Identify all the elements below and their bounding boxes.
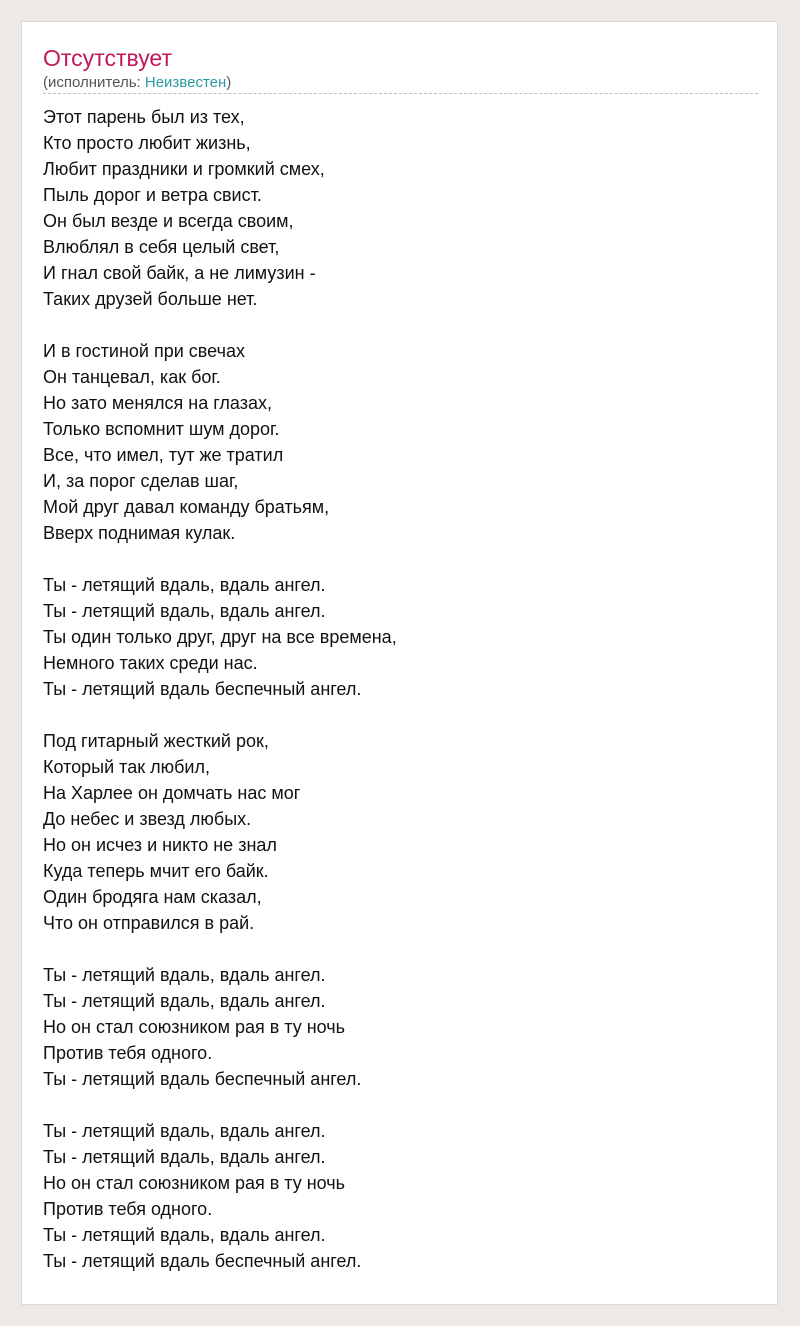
lyric-line: Ты - летящий вдаль беспечный ангел.	[43, 679, 362, 699]
lyric-line: Ты - летящий вдаль, вдаль ангел.	[43, 965, 326, 985]
lyric-line: Против тебя одного.	[43, 1043, 213, 1063]
title-divider	[43, 93, 758, 94]
lyric-line: Ты - летящий вдаль, вдаль ангел.	[43, 1121, 326, 1141]
song-title: Отсутствует	[43, 45, 172, 71]
lyrics-stanza	[43, 1118, 758, 1274]
lyrics-stanza	[43, 338, 758, 546]
lyric-line: Ты - летящий вдаль беспечный ангел.	[43, 1069, 362, 1089]
artist-line	[43, 73, 231, 93]
lyric-line: Он танцевал, как бог.	[43, 367, 221, 387]
lyric-line: На Харлее он домчать нас мог	[43, 783, 301, 803]
lyrics-card	[21, 21, 778, 1305]
lyric-line: Но он стал союзником рая в ту ночь	[43, 1173, 346, 1193]
lyric-line: Ты - летящий вдаль, вдаль ангел.	[43, 601, 326, 621]
lyric-line: Но он стал союзником рая в ту ночь	[43, 1017, 346, 1037]
lyric-line: Мой друг давал команду братьям,	[43, 497, 330, 517]
lyric-line: Но он исчез и никто не знал	[43, 835, 277, 855]
lyric-line: Куда теперь мчит его байк.	[43, 861, 269, 881]
artist-prefix: (исполнитель:	[43, 74, 145, 91]
lyric-line: И в гостиной при свечах	[43, 341, 245, 361]
lyric-line: Ты - летящий вдаль, вдаль ангел.	[43, 991, 326, 1011]
lyric-line: Влюблял в себя целый свет,	[43, 237, 280, 257]
lyric-line: Вверх поднимая кулак.	[43, 523, 236, 543]
lyric-line: Кто просто любит жизнь,	[43, 133, 251, 153]
lyric-line: Ты - летящий вдаль, вдаль ангел.	[43, 1225, 326, 1245]
lyric-line: Против тебя одного.	[43, 1199, 213, 1219]
lyric-line: Который так любил,	[43, 757, 210, 777]
lyric-line: Ты - летящий вдаль, вдаль ангел.	[43, 1147, 326, 1167]
lyrics-stanza	[43, 962, 758, 1092]
lyric-line: Любит праздники и громкий смех,	[43, 159, 325, 179]
lyrics-stanza	[43, 572, 758, 702]
lyric-line: Ты - летящий вдаль, вдаль ангел.	[43, 575, 326, 595]
lyric-line: Ты - летящий вдаль беспечный ангел.	[43, 1251, 362, 1271]
lyric-line: Что он отправился в рай.	[43, 913, 255, 933]
lyrics-stanza	[43, 728, 758, 936]
lyric-line: Только вспомнит шум дорог.	[43, 419, 280, 439]
lyric-line: Ты один только друг, друг на все времена,	[43, 627, 397, 647]
lyric-line: Таких друзей больше нет.	[43, 289, 258, 309]
lyric-line: Он был везде и всегда своим,	[43, 211, 294, 231]
lyric-line: Все, что имел, тут же тратил	[43, 445, 284, 465]
artist-suffix: )	[226, 74, 232, 91]
lyric-line: Этот парень был из тех,	[43, 107, 245, 127]
lyric-line: До небес и звезд любых.	[43, 809, 252, 829]
lyric-line: И гнал свой байк, а не лимузин -	[43, 263, 316, 283]
lyric-line: Один бродяга нам сказал,	[43, 887, 262, 907]
lyric-line: Но зато менялся на глазах,	[43, 393, 272, 413]
lyric-line: Немного таких среди нас.	[43, 653, 258, 673]
lyric-line: Пыль дорог и ветра свист.	[43, 185, 262, 205]
lyrics-body	[43, 104, 758, 1300]
lyric-line: И, за порог сделав шаг,	[43, 471, 239, 491]
lyric-line: Под гитарный жесткий рок,	[43, 731, 269, 751]
lyrics-stanza	[43, 104, 758, 312]
artist-link[interactable]: Неизвестен	[144, 74, 227, 91]
